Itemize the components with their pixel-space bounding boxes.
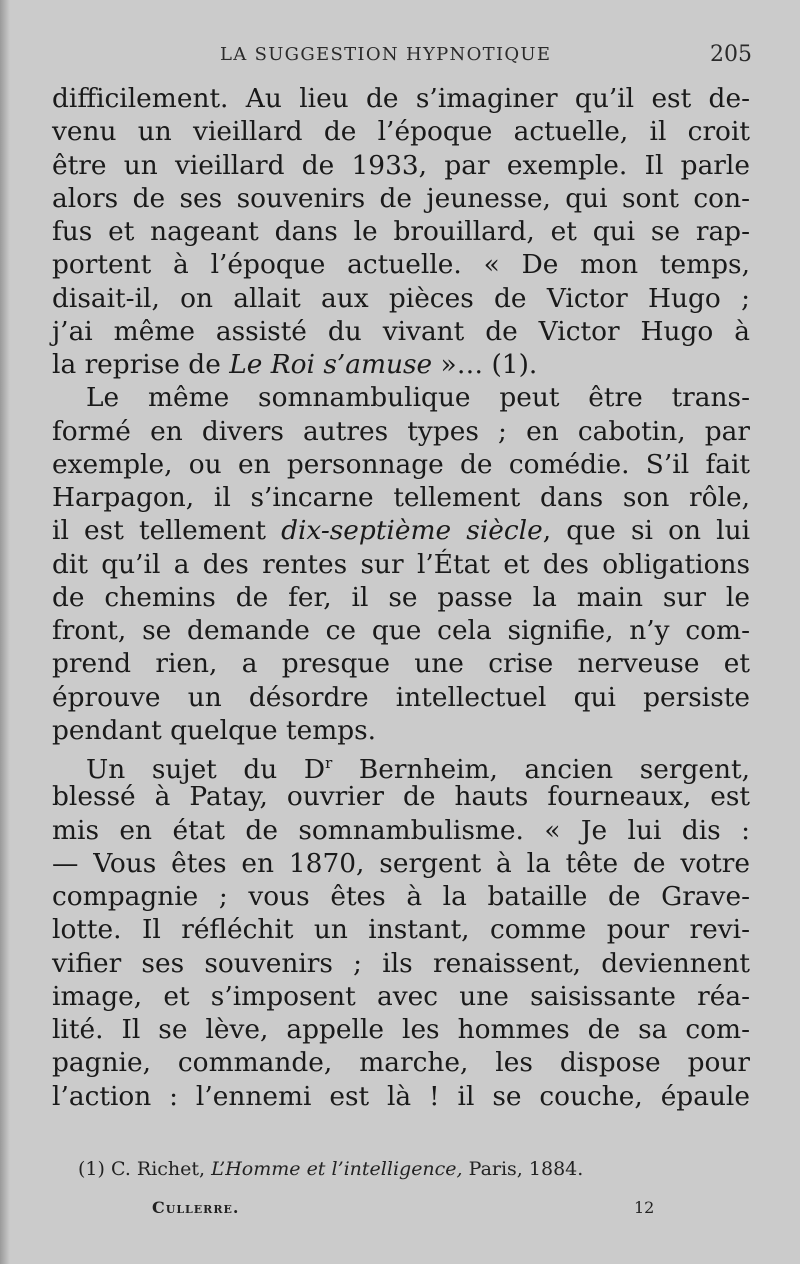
text-line <box>52 514 750 547</box>
text-line: éprouve un désordre intellectuel qui persiste <box>52 681 750 713</box>
text-line: Le même somnambulique peut être trans- <box>86 382 750 414</box>
text-line: pendant quelque temps. <box>52 714 377 746</box>
text-line: fus et nageant dans le brouillard, et qui se rap- <box>52 216 750 247</box>
text-line: image, et s’imposent avec une saisissante réa- <box>52 980 750 1012</box>
text-line <box>52 348 750 381</box>
text-line: Harpagon, il s’incarne tellement dans son rôle, <box>52 482 750 513</box>
text-line: blessé à Patay, ouvrier de hauts fourneaux, est <box>52 781 750 813</box>
text-line: alors de ses souvenirs de jeunesse, qui sont con- <box>52 182 750 214</box>
text-line: venu un vieillard de l’époque actuelle, il croit <box>52 116 750 148</box>
text-line: portent à l’époque actuelle. « De mon temps, <box>52 249 750 281</box>
signature-author: Cullerre. <box>152 1198 240 1217</box>
text-line: front, se demande ce que cela signifie, n’y com- <box>52 615 750 646</box>
text-line: lité. Il se lève, appelle les hommes de sa com- <box>52 1014 750 1045</box>
body-text <box>52 82 750 1113</box>
text-line: compagnie ; vous êtes à la bataille de Grave- <box>52 881 750 912</box>
text-fragment: il est tellement <box>52 515 282 547</box>
footnote-title: L’Homme et l’intelligence, <box>211 1158 463 1180</box>
text-line: j’ai même assisté du vivant de Victor Hugo à <box>52 315 750 347</box>
text-line: l’action : l’ennemi est là ! il se couche, épaule <box>52 1080 750 1112</box>
text-fragment: , que si on lui <box>542 515 751 547</box>
play-title: Le Roi s’amuse <box>229 349 433 380</box>
footnote-marker: (1) <box>78 1158 105 1180</box>
footnote-rest: Paris, 1884. <box>468 1158 584 1180</box>
text-line: dit qu’il a des rentes sur l’État et des obligations <box>52 548 750 580</box>
text-line: difficilement. Au lieu de s’imaginer qu’il est de- <box>52 83 750 114</box>
text-fragment: »… (1). <box>432 349 538 380</box>
text-line: disait-il, on allait aux pièces de Victor Hugo ; <box>52 282 750 314</box>
text-fragment: Bernheim, ancien sergent, <box>332 753 750 785</box>
text-fragment: la reprise de <box>52 349 230 380</box>
text-line: prend rien, a presque une crise nerveuse et <box>52 648 750 680</box>
running-title: LA SUGGESTION HYPNOTIQUE <box>220 44 552 65</box>
text-line: être un vieillard de 1933, par exemple. Il parle <box>52 149 750 181</box>
text-fragment: Un sujet du D <box>86 753 326 785</box>
text-line: formé en divers autres types ; en cabotin, par <box>52 415 750 447</box>
text-line: de chemins de fer, il se passe la main sur le <box>52 581 750 613</box>
text-line: lotte. Il réfléchit un instant, comme pour revi- <box>52 914 750 946</box>
page-header <box>52 42 752 72</box>
text-line: — Vous êtes en 1870, sergent à la tête de votre <box>52 847 750 879</box>
text-line: exemple, ou en personnage de comédie. S’il fait <box>52 448 750 480</box>
sheet-number: 12 <box>634 1198 655 1217</box>
emphasis-text: dix-septième siècle <box>281 515 543 547</box>
footnote <box>78 1158 583 1180</box>
footnote-author: C. Richet, <box>110 1158 206 1180</box>
text-line <box>52 747 750 785</box>
page-number: 205 <box>710 42 752 67</box>
text-line: vifier ses souvenirs ; ils renaissent, deviennent <box>52 947 750 979</box>
superscript: r <box>325 754 333 772</box>
text-line: pagnie, commande, marche, les dispose pour <box>52 1047 750 1079</box>
text-line: mis en état de somnambulisme. « Je lui dis : <box>52 814 750 846</box>
